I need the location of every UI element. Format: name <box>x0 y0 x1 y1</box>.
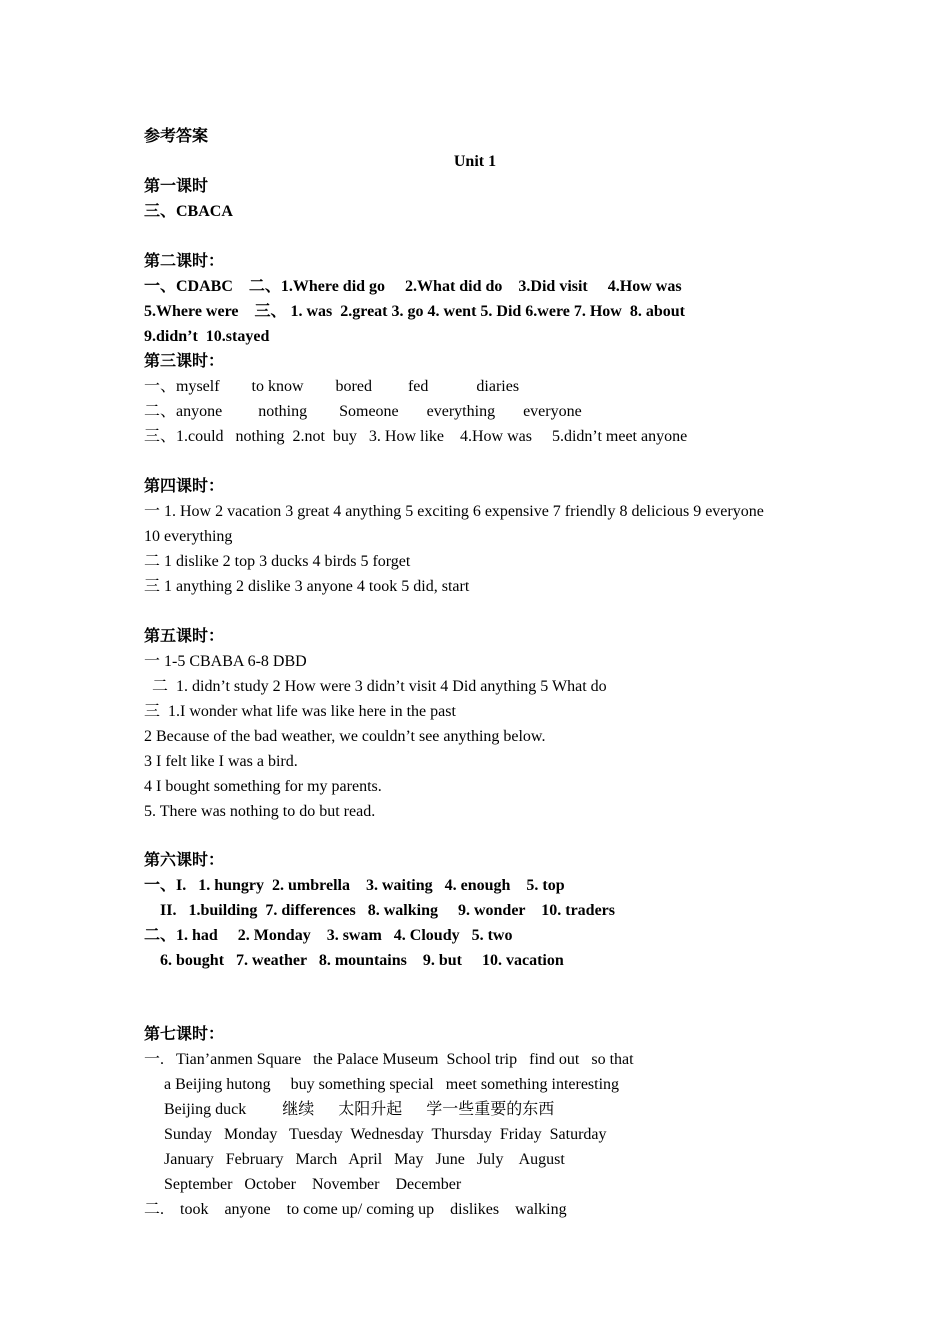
lesson5-line: 4 I bought something for my parents. <box>144 778 382 795</box>
lesson7-line: 一. Tian’anmen Square the Palace Museum School trip find out so that <box>144 1051 634 1068</box>
lesson6-line: II. 1.building 7. differences 8. walking 9. wonder 10. traders <box>144 902 615 919</box>
lesson2-line: 5.Where were 三、 1. was 2.great 3. go 4. went 5. Did 6.were 7. How 8. about <box>144 303 685 320</box>
lesson3-heading: 第三课时： <box>144 353 225 370</box>
doc-title: 参考答案 <box>144 128 209 145</box>
lesson5-line: 5. There was nothing to do but read. <box>144 803 376 820</box>
lesson5-heading: 第五课时： <box>144 628 225 645</box>
lesson7-line: January February March April May June July August <box>144 1151 565 1168</box>
lesson3-line: 三、1.could nothing 2.not buy 3. How like 4.How was 5.didn’t meet anyone <box>144 428 688 445</box>
lesson3-line: 一、myself to know bored fed diaries <box>144 378 520 395</box>
lesson7-line: Sunday Monday Tuesday Wednesday Thursday Friday Saturday <box>144 1126 607 1143</box>
lesson2-heading: 第二课时： <box>144 253 225 270</box>
lesson2-line: 一、CDABC 二、1.Where did go 2.What did do 3.Did visit 4.How was <box>144 278 682 295</box>
lesson4-line: 三 1 anything 2 dislike 3 anyone 4 took 5 did, start <box>144 578 470 595</box>
lesson6-line: 一、I. 1. hungry 2. umbrella 3. waiting 4. enough 5. top <box>144 877 565 894</box>
lesson7-line: Beijing duck 继续 太阳升起 学一些重要的东西 <box>144 1101 555 1118</box>
lesson5-line: 2 Because of the bad weather, we couldn’t see anything below. <box>144 728 546 745</box>
lesson4-line: 一 1. How 2 vacation 3 great 4 anything 5 exciting 6 expensive 7 friendly 8 delicious 9 everyone <box>144 503 764 520</box>
lesson7-line: September October November December <box>144 1176 462 1193</box>
lesson5-line: 一 1-5 CBABA 6-8 DBD <box>144 653 307 670</box>
unit-heading: Unit 1 <box>453 153 497 170</box>
lesson4-heading: 第四课时： <box>144 478 225 495</box>
lesson1-line: 三、CBACA <box>144 203 233 220</box>
lesson3-line: 二、anyone nothing Someone everything everyone <box>144 403 582 420</box>
lesson4-line: 10 everything <box>144 528 233 545</box>
lesson5-line: 3 I felt like I was a bird. <box>144 753 298 770</box>
lesson1-heading: 第一课时 <box>144 178 209 195</box>
lesson7-line: a Beijing hutong buy something special meet something interesting <box>144 1076 620 1093</box>
lesson5-line: 三 1.I wonder what life was like here in the past <box>144 703 456 720</box>
lesson6-line: 二、1. had 2. Monday 3. swam 4. Cloudy 5. two <box>144 927 513 944</box>
lesson4-line: 二 1 dislike 2 top 3 ducks 4 birds 5 forget <box>144 553 411 570</box>
lesson7-heading: 第七课时： <box>144 1026 225 1043</box>
lesson2-line: 9.didn’t 10.stayed <box>144 328 270 345</box>
lesson6-line: 6. bought 7. weather 8. mountains 9. but 10. vacation <box>144 952 564 969</box>
lesson5-line: 二 1. didn’t study 2 How were 3 didn’t visit 4 Did anything 5 What do <box>144 678 607 695</box>
lesson7-line: 二. took anyone to come up/ coming up dislikes walking <box>144 1201 567 1218</box>
lesson6-heading: 第六课时： <box>144 852 225 869</box>
